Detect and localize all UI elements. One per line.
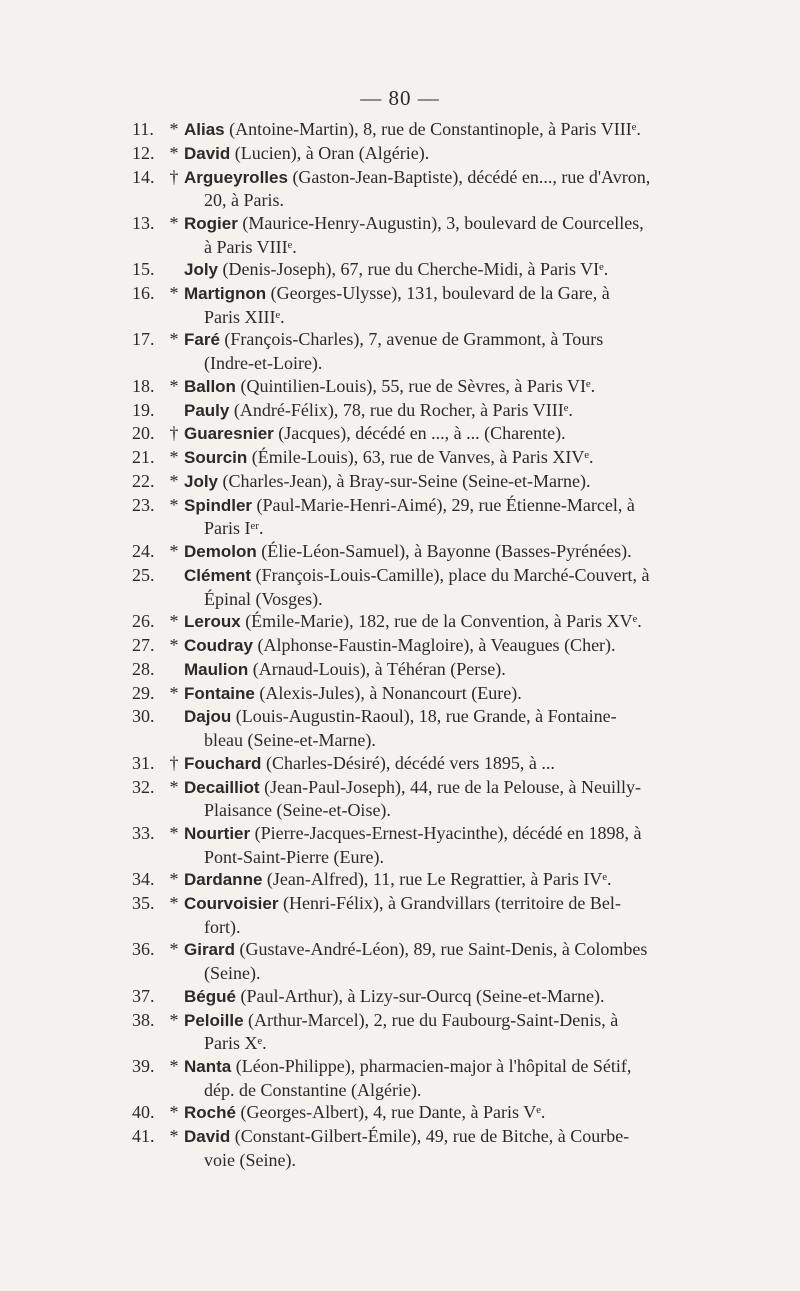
entry-mark: * — [169, 1056, 179, 1076]
entry-details: (Georges-Ulysse), 131, boulevard de la Gare, à — [266, 283, 610, 304]
list-item — [132, 610, 702, 634]
entry-details: (André-Félix), 78, rue du Rocher, à Paris VIIIᵉ. — [229, 399, 573, 420]
entry-details: (François-Louis-Camille), place du Marché-Couvert, à — [251, 564, 650, 585]
list-item — [132, 375, 702, 399]
entry-text — [184, 682, 702, 706]
entry-mark: * — [169, 1102, 179, 1123]
entry-line — [184, 776, 702, 800]
list-item — [132, 985, 702, 1009]
entry-text — [184, 1055, 702, 1101]
entry-line — [184, 399, 702, 423]
entry-line — [184, 610, 702, 634]
entry-text — [184, 564, 702, 610]
entry-number: 39. — [132, 1056, 155, 1076]
entry-line — [184, 705, 702, 729]
entry-name: Coudray — [184, 636, 253, 656]
entry-details: (Antoine-Martin), 8, rue de Constantinople, à Paris VIIIᵉ. — [224, 119, 641, 139]
entry-number: 22. — [132, 470, 155, 491]
entry-name: Joly — [184, 471, 219, 491]
entry-continuation: Pont-Saint-Pierre (Eure). — [204, 846, 384, 867]
entry-line — [184, 494, 702, 518]
entry-number: 23. — [132, 494, 155, 515]
entry-details: (Lucien), à Oran (Algérie). — [230, 142, 430, 163]
entry-text — [184, 258, 702, 282]
entry-number: 18. — [132, 375, 155, 396]
entry-line — [184, 212, 702, 236]
entry-line — [184, 166, 702, 190]
entry-mark: * — [169, 939, 179, 960]
entry-mark: * — [169, 375, 179, 396]
entry-name: David — [184, 1127, 231, 1147]
entry-line — [184, 422, 702, 446]
entry-line — [184, 752, 702, 776]
entry-name: Roché — [184, 1103, 236, 1123]
list-item — [132, 282, 702, 328]
entry-line — [184, 682, 702, 706]
list-item — [132, 1009, 702, 1055]
list-item — [132, 634, 702, 658]
entry-name: Faré — [184, 330, 220, 350]
entry-line — [184, 1055, 702, 1079]
entry-name: Courvoisier — [184, 894, 279, 914]
list-item — [132, 1101, 702, 1125]
entry-number: 12. — [132, 142, 155, 163]
entry-text — [184, 985, 702, 1009]
list-item — [132, 399, 702, 423]
entry-name: Ballon — [184, 376, 236, 396]
entry-line — [184, 658, 702, 682]
list-item — [132, 212, 702, 258]
entry-text — [184, 166, 702, 212]
entry-number: 13. — [132, 212, 155, 233]
entry-mark: * — [169, 329, 179, 350]
entry-line — [184, 1009, 702, 1033]
list-item — [132, 118, 702, 142]
entry-number: 28. — [132, 658, 155, 679]
entry-details: (Pierre-Jacques-Ernest-Hyacinthe), décédé en 1898, à — [250, 822, 642, 843]
entry-number: 17. — [132, 329, 155, 350]
entry-details: (Élie-Léon-Samuel), à Bayonne (Basses-Pyrénées). — [256, 541, 632, 562]
entry-list — [132, 118, 702, 1172]
entry-name: Nanta — [184, 1057, 232, 1076]
entry-mark: † — [169, 752, 179, 773]
entry-number: 33. — [132, 822, 155, 843]
entry-details: (Charles-Désiré), décédé vers 1895, à ... — [261, 752, 555, 773]
entry-text — [184, 1009, 702, 1055]
entry-number: 26. — [132, 611, 155, 632]
entry-number: 36. — [132, 939, 155, 960]
entry-name: Sourcin — [184, 448, 248, 468]
entry-details: (Alexis-Jules), à Nonancourt (Eure). — [254, 682, 522, 703]
entry-number: 19. — [132, 399, 155, 420]
entry-mark: * — [169, 1009, 179, 1030]
entry-text — [184, 470, 702, 494]
entry-line — [184, 282, 702, 306]
entry-mark: * — [169, 447, 179, 468]
entry-mark: * — [169, 682, 179, 703]
entry-details: (Denis-Joseph), 67, rue du Cherche-Midi, à Paris VIᵉ. — [218, 259, 609, 280]
list-item — [132, 822, 702, 868]
entry-mark: * — [169, 142, 179, 163]
entry-mark: * — [169, 635, 179, 656]
entry-name: David — [184, 143, 231, 163]
entry-continuation: dép. de Constantine (Algérie). — [204, 1079, 422, 1100]
list-item — [132, 446, 702, 470]
entry-name: Fontaine — [184, 683, 255, 703]
entry-name: Peloille — [184, 1010, 244, 1030]
list-item — [132, 658, 702, 682]
entry-text — [184, 118, 702, 142]
entry-number: 30. — [132, 706, 155, 727]
entry-number: 16. — [132, 283, 155, 304]
entry-details: (Jacques), décédé en ..., à ... (Charente). — [273, 423, 566, 444]
entry-continuation: Paris Iᵉʳ. — [204, 518, 264, 539]
entry-mark: * — [169, 869, 179, 890]
entry-details: (Charles-Jean), à Bray-sur-Seine (Seine-et-Marne). — [218, 470, 591, 491]
entry-number: 31. — [132, 752, 155, 773]
entry-line — [184, 258, 702, 282]
entry-number: 15. — [132, 259, 155, 280]
entry-text — [184, 328, 702, 374]
entry-mark: * — [169, 212, 179, 233]
list-item — [132, 1055, 702, 1101]
entry-details: (Gustave-André-Léon), 89, rue Saint-Denis, à Colombes — [235, 939, 648, 960]
entry-name: Demolon — [184, 542, 257, 562]
entry-name: Maulion — [184, 659, 249, 679]
entry-text — [184, 142, 702, 166]
entry-name: Guaresnier — [184, 424, 274, 444]
entry-continuation: fort). — [204, 916, 241, 937]
list-item — [132, 422, 702, 446]
entry-line — [184, 634, 702, 658]
entry-line — [184, 564, 702, 588]
entry-line — [184, 1125, 702, 1149]
list-item — [132, 328, 702, 374]
entry-number: 21. — [132, 447, 155, 468]
entry-name: Pauly — [184, 400, 230, 420]
entry-line — [184, 868, 702, 892]
entry-line — [184, 142, 702, 166]
entry-mark: * — [169, 822, 179, 843]
entry-number: 27. — [132, 635, 155, 656]
entry-details: (François-Charles), 7, avenue de Grammont, à Tours — [219, 329, 604, 350]
entry-number: 35. — [132, 893, 155, 914]
entry-continuation: Paris Xᵉ. — [204, 1033, 267, 1054]
entry-text — [184, 752, 702, 776]
entry-text — [184, 494, 702, 540]
entry-continuation: bleau (Seine-et-Marne). — [204, 730, 376, 750]
entry-mark: * — [169, 541, 179, 562]
list-item — [132, 752, 702, 776]
entry-name: Clément — [184, 565, 252, 585]
entry-text — [184, 705, 702, 751]
entry-name: Argueyrolles — [184, 167, 288, 187]
entry-name: Rogier — [184, 213, 238, 233]
entry-name: Dardanne — [184, 870, 263, 890]
entry-details: (Louis-Augustin-Raoul), 18, rue Grande, à Fontaine- — [231, 706, 617, 727]
list-item — [132, 892, 702, 938]
entry-details: (Georges-Albert), 4, rue Dante, à Paris Vᵉ. — [235, 1102, 546, 1123]
entry-details: (Maurice-Henry-Augustin), 3, boulevard de Courcelles, — [237, 212, 644, 233]
entry-number: 25. — [132, 564, 155, 585]
entry-number: 40. — [132, 1102, 155, 1123]
entry-text — [184, 399, 702, 423]
entry-text — [184, 610, 702, 634]
entry-details: (Arnaud-Louis), à Téhéran (Perse). — [248, 658, 506, 679]
entry-number: 29. — [132, 682, 155, 703]
entry-details: (Arthur-Marcel), 2, rue du Faubourg-Saint-Denis, à — [243, 1009, 619, 1030]
entry-line — [184, 328, 702, 352]
entry-text — [184, 375, 702, 399]
entry-mark: * — [169, 893, 179, 914]
entry-line — [184, 446, 702, 470]
entry-line — [184, 470, 702, 494]
entry-line — [184, 375, 702, 399]
entry-text — [184, 446, 702, 470]
entry-details: (Paul-Arthur), à Lizy-sur-Ourcq (Seine-et-Marne). — [235, 985, 605, 1006]
entry-details: (Quintilien-Louis), 55, rue de Sèvres, à Paris VIᵉ. — [235, 375, 596, 396]
entry-mark: * — [169, 283, 179, 304]
entry-number: 38. — [132, 1009, 155, 1030]
entry-number: 37. — [132, 985, 155, 1006]
entry-text — [184, 212, 702, 258]
entry-continuation: Épinal (Vosges). — [204, 588, 323, 609]
entry-text — [184, 938, 702, 984]
entry-name: Dajou — [184, 707, 232, 727]
entry-text — [184, 422, 702, 446]
entry-continuation: Plaisance (Seine-et-Oise). — [204, 800, 391, 821]
entry-name: Nourtier — [184, 823, 251, 843]
entry-line — [184, 985, 702, 1009]
entry-name: Leroux — [184, 612, 241, 632]
entry-name: Martignon — [184, 284, 267, 304]
entry-number: 20. — [132, 423, 155, 444]
entry-continuation: voie (Seine). — [204, 1149, 296, 1170]
entry-line — [184, 540, 702, 564]
entry-name: Joly — [184, 260, 219, 280]
entry-line — [184, 822, 702, 846]
entry-line — [184, 938, 702, 962]
list-item — [132, 776, 702, 822]
entry-line — [184, 892, 702, 916]
entry-number: 41. — [132, 1126, 155, 1147]
entry-details: (Émile-Louis), 63, rue de Vanves, à Paris XIVᵉ. — [247, 447, 594, 468]
entry-name: Decailliot — [184, 777, 260, 797]
list-item — [132, 540, 702, 564]
entry-continuation: (Seine). — [204, 963, 261, 984]
list-item — [132, 1125, 702, 1171]
list-item — [132, 938, 702, 984]
entry-name: Girard — [184, 940, 236, 960]
list-item — [132, 705, 702, 751]
entry-mark: * — [169, 776, 179, 797]
entry-text — [184, 634, 702, 658]
list-item — [132, 682, 702, 706]
entry-name: Alias — [184, 120, 225, 139]
entry-details: (Jean-Alfred), 11, rue Le Regrattier, à Paris IVᵉ. — [262, 869, 612, 890]
entry-continuation: 20, à Paris. — [204, 190, 284, 211]
entry-mark: * — [169, 119, 179, 139]
entry-details: (Émile-Marie), 182, rue de la Convention, à Paris XVᵉ. — [240, 611, 642, 632]
list-item — [132, 868, 702, 892]
entry-continuation: à Paris VIIIᵉ. — [204, 236, 297, 257]
entry-mark: * — [169, 611, 179, 632]
list-item — [132, 494, 702, 540]
entry-name: Bégué — [184, 986, 236, 1006]
entry-text — [184, 868, 702, 892]
page-number: — 80 — — [360, 86, 440, 110]
entry-mark: * — [169, 1126, 179, 1147]
entry-line — [184, 118, 702, 142]
entry-continuation: Paris XIIIᵉ. — [204, 306, 285, 327]
entry-number: 34. — [132, 869, 155, 890]
entry-name: Spindler — [184, 495, 253, 515]
entry-continuation: (Indre-et-Loire). — [204, 353, 323, 374]
entry-details: (Léon-Philippe), pharmacien-major à l'hôpital de Sétif, — [231, 1056, 632, 1076]
entry-number: 32. — [132, 776, 155, 797]
entry-mark: † — [169, 166, 179, 187]
entry-mark: † — [169, 423, 179, 444]
entry-mark: * — [169, 494, 179, 515]
entry-text — [184, 540, 702, 564]
list-item — [132, 142, 702, 166]
list-item — [132, 564, 702, 610]
entry-details: (Paul-Marie-Henri-Aimé), 29, rue Étienne-Marcel, à — [252, 494, 635, 515]
entry-text — [184, 282, 702, 328]
list-item — [132, 470, 702, 494]
entry-number: 14. — [132, 166, 155, 187]
list-item — [132, 258, 702, 282]
entry-name: Fouchard — [184, 753, 262, 773]
entry-text — [184, 822, 702, 868]
entry-line — [184, 1101, 702, 1125]
entry-details: (Constant-Gilbert-Émile), 49, rue de Bitche, à Courbe- — [230, 1126, 630, 1147]
entry-text — [184, 776, 702, 822]
entry-mark: * — [169, 470, 179, 491]
entry-number: 24. — [132, 541, 155, 562]
list-item — [132, 166, 702, 212]
entry-details: (Jean-Paul-Joseph), 44, rue de la Pelouse, à Neuilly- — [259, 776, 641, 797]
entry-text — [184, 1125, 702, 1171]
entry-number: 11. — [132, 119, 154, 139]
entry-text — [184, 1101, 702, 1125]
entry-details: (Gaston-Jean-Baptiste), décédé en..., rue d'Avron, — [287, 166, 651, 187]
entry-details: (Alphonse-Faustin-Magloire), à Veaugues (Cher). — [252, 635, 616, 656]
entry-details: (Henri-Félix), à Grandvillars (territoire de Bel- — [278, 893, 621, 914]
entry-text — [184, 892, 702, 938]
entry-text — [184, 658, 702, 682]
